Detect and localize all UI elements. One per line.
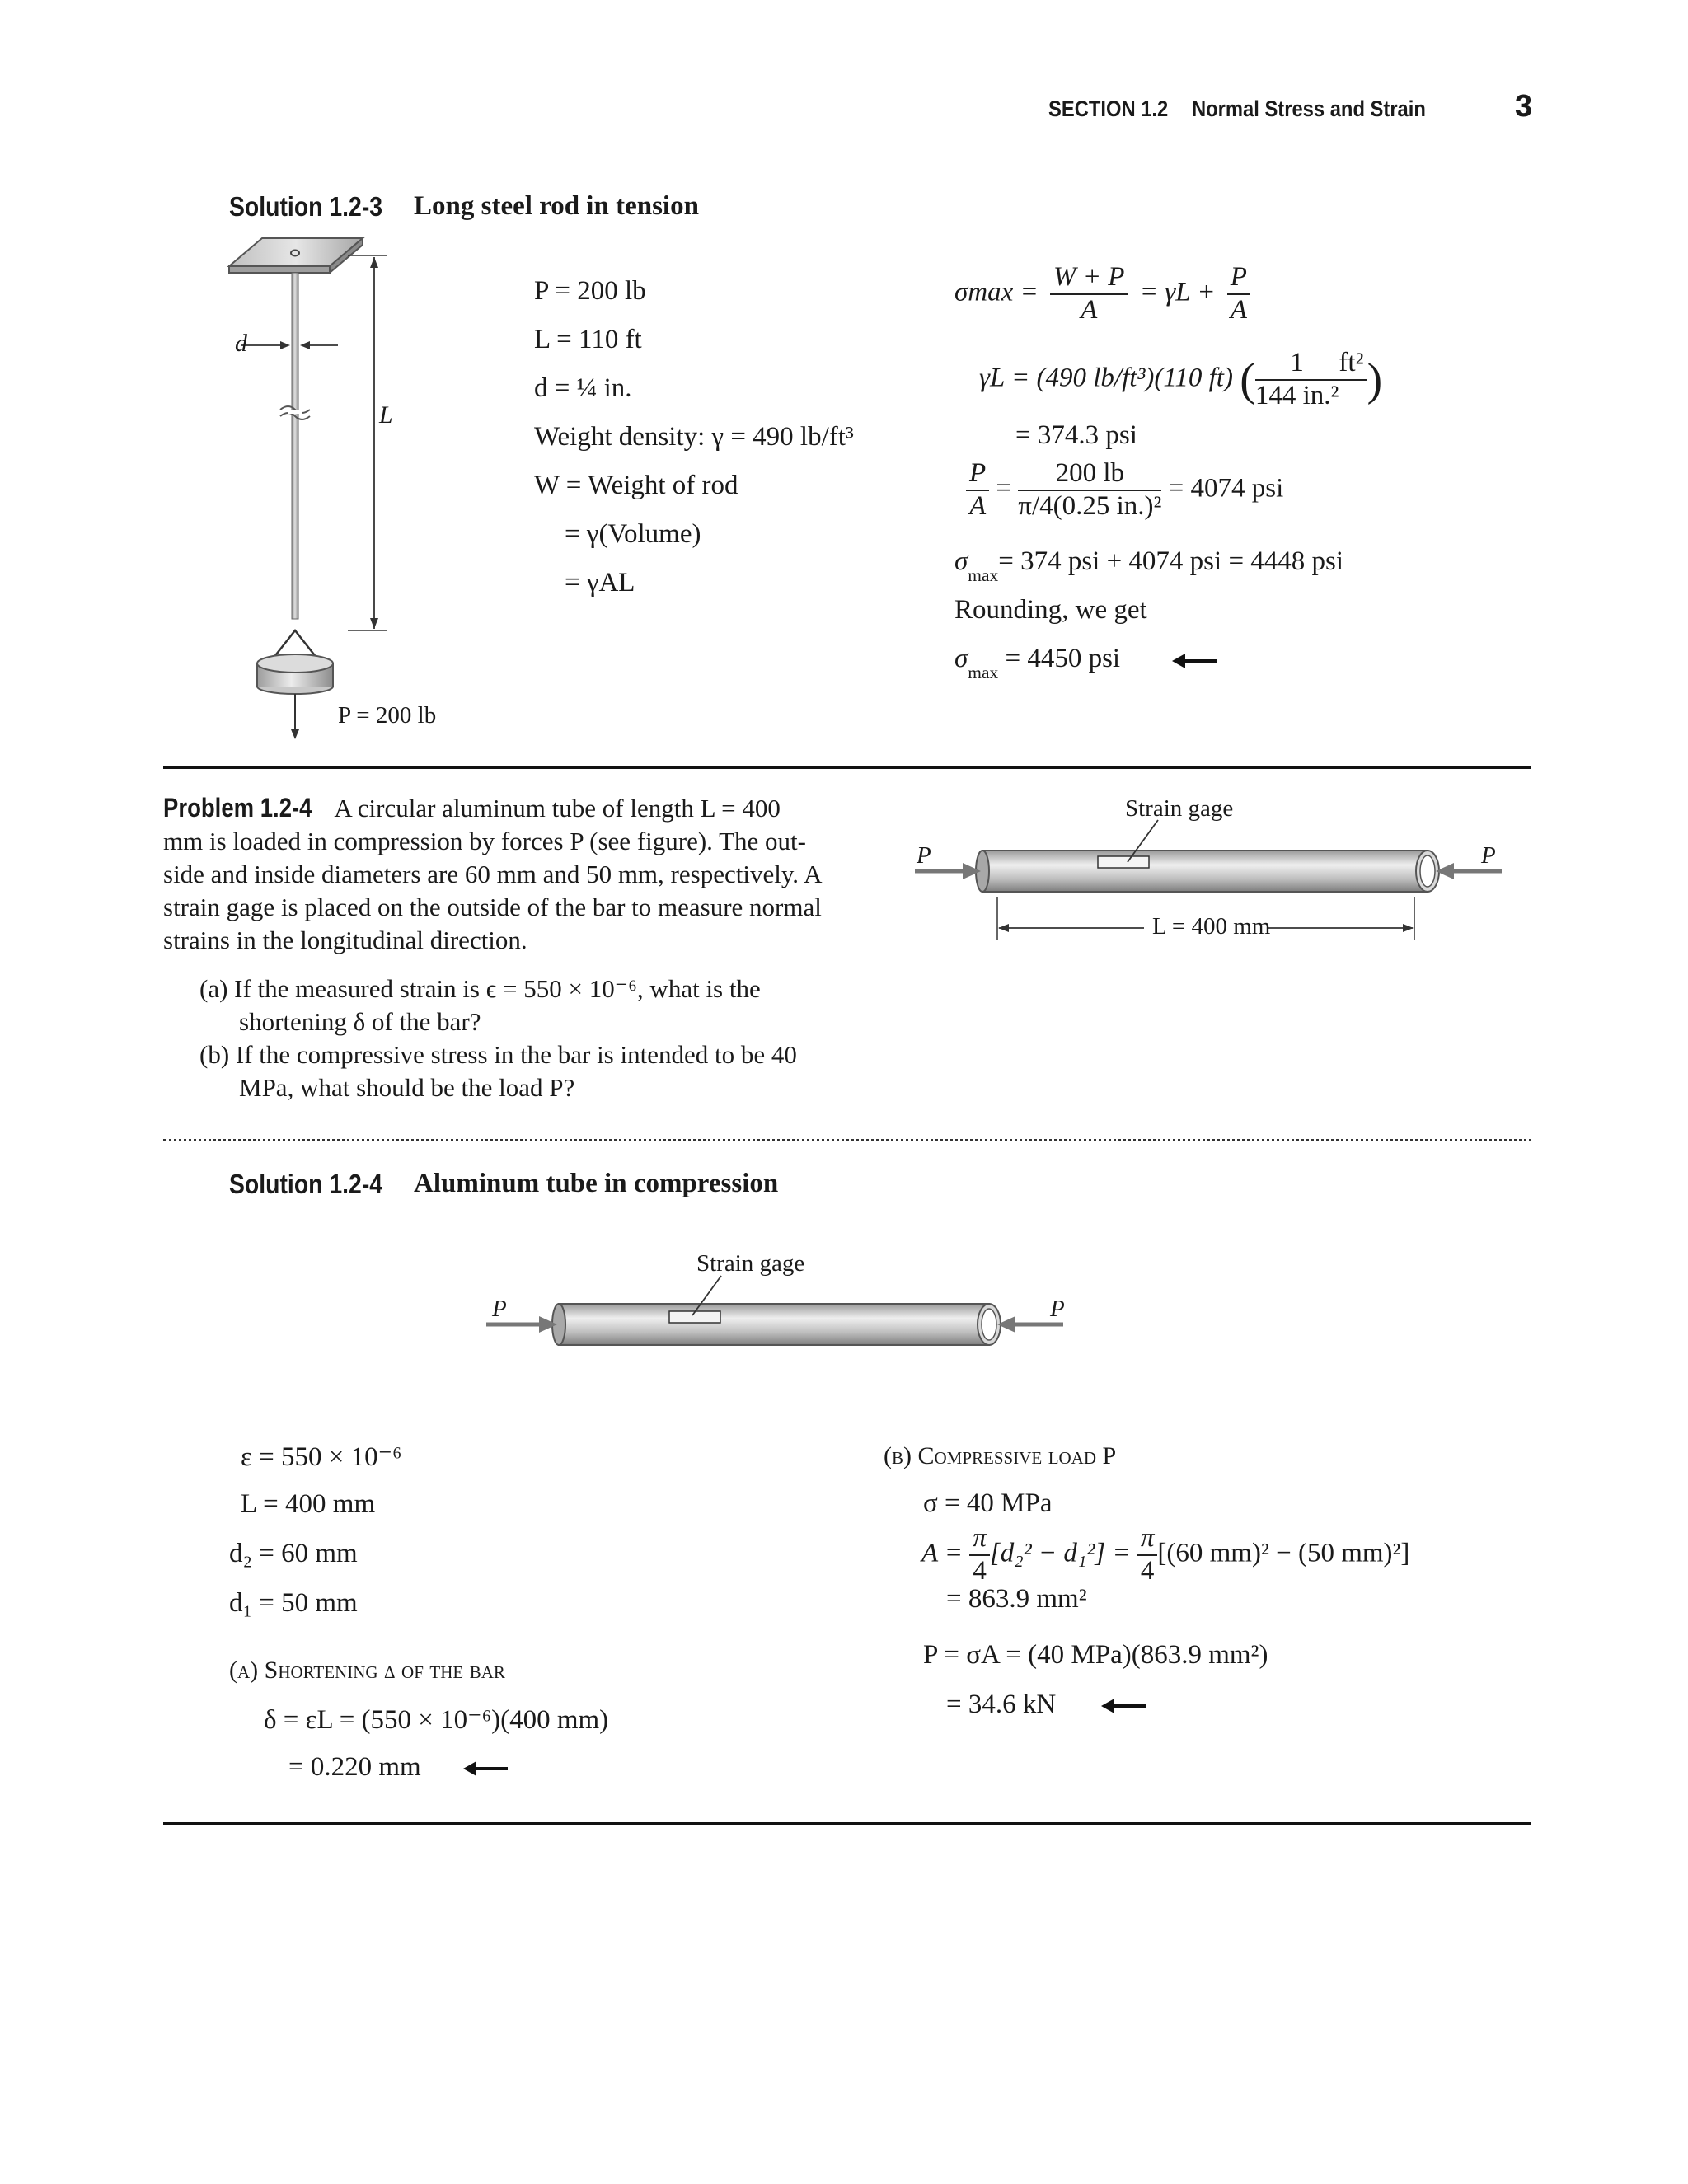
solution-fig-P-left: P bbox=[492, 1296, 507, 1322]
answer-arrow-icon bbox=[1172, 651, 1218, 671]
area-eq-right: [(60 mm)² − (50 mm)²] bbox=[1157, 1538, 1410, 1568]
PA-result: = 4074 psi bbox=[1168, 473, 1284, 504]
eq1-den2: A bbox=[1230, 294, 1247, 325]
section-rule bbox=[163, 766, 1531, 769]
running-header-section: SECTION 1.2 bbox=[1048, 96, 1169, 121]
answer-arrow-icon bbox=[1101, 1696, 1147, 1716]
PA-eq-sign: = bbox=[996, 473, 1012, 504]
running-header-title: Normal Stress and Strain bbox=[1192, 96, 1426, 121]
solution-tube-figure bbox=[486, 1269, 1080, 1360]
given-d: d = ¼ in. bbox=[534, 373, 632, 403]
solution-124-label: Solution 1.2-4 bbox=[229, 1169, 383, 1199]
paren-open: ( bbox=[1240, 354, 1255, 405]
pi-num-2: π bbox=[1137, 1523, 1158, 1556]
eq1-frac bbox=[1050, 262, 1128, 326]
given-epsilon: ε = 550 × 10⁻⁶ bbox=[241, 1442, 402, 1472]
given-d2: d₂ = 60 mm bbox=[229, 1539, 358, 1568]
sigma-max-eq bbox=[954, 262, 1250, 326]
sigma-max-label: σmax = bbox=[954, 277, 1039, 307]
load-equation: P = σA = (40 MPa)(863.9 mm²) bbox=[923, 1640, 1268, 1670]
steel-rod-figure bbox=[223, 235, 470, 746]
pi-over-4-frac-2 bbox=[1137, 1523, 1158, 1587]
PA-value-den: π/4(0.25 in.)² bbox=[1018, 490, 1162, 521]
page-number: 3 bbox=[1515, 89, 1533, 124]
given-W-volume: = γ(Volume) bbox=[565, 519, 701, 549]
solution-label: Solution 1.2-3 bbox=[229, 191, 383, 222]
conv-den: 144 in.² bbox=[1254, 380, 1339, 410]
part-a-result: = 0.220 mm bbox=[288, 1752, 421, 1782]
given-d1: d₁ = 50 mm bbox=[229, 1588, 358, 1618]
problem-line-3: side and inside diameters are 60 mm and 50 mm, respectively. A bbox=[163, 860, 823, 888]
given-W: W = Weight of rod bbox=[534, 471, 738, 500]
conv-num2: ft² bbox=[1335, 348, 1367, 381]
rod-diameter-label: d bbox=[235, 330, 247, 357]
solution-title: Long steel rod in tension bbox=[414, 191, 699, 221]
conv-num: 1 bbox=[1255, 348, 1339, 381]
pi-num: π bbox=[969, 1523, 990, 1556]
eq1-num2: P bbox=[1227, 262, 1250, 295]
given-W-gammaAL: = γAL bbox=[565, 568, 635, 598]
eq1-num: W + P bbox=[1050, 262, 1128, 295]
problem-line-5: strains in the longitudinal direction. bbox=[163, 926, 528, 954]
solution-fig-P-right: P bbox=[1050, 1296, 1065, 1322]
PA-frac bbox=[966, 458, 989, 523]
problem-fig-L-label: L = 400 mm bbox=[1152, 913, 1271, 940]
eq1-mid: = γL + bbox=[1139, 277, 1216, 307]
given-length: L = 400 mm bbox=[241, 1489, 376, 1519]
rounding-text: Rounding, we get bbox=[954, 595, 1147, 625]
area-result: = 863.9 mm² bbox=[946, 1584, 1087, 1614]
area-equation bbox=[921, 1523, 1409, 1587]
sigma-sum-value: = 374 psi + 4074 psi = 4448 psi bbox=[998, 546, 1344, 576]
area-eq-mid: [d₂² − d₁²] = bbox=[989, 1538, 1131, 1568]
part-a-line-1: (a) If the measured strain is ϵ = 550 × 10⁻⁶, what is the bbox=[199, 974, 761, 1003]
rod-load-label: P = 200 lb bbox=[338, 702, 437, 729]
PA-value-frac bbox=[1018, 458, 1161, 523]
solution-124-title: Aluminum tube in compression bbox=[414, 1169, 779, 1198]
four-den: 4 bbox=[973, 1555, 987, 1586]
problem-line-4: strain gage is placed on the outside of the bar to measure normal bbox=[163, 893, 822, 921]
pi-over-4-frac bbox=[969, 1523, 990, 1587]
eq1-den: A bbox=[1081, 294, 1098, 325]
given-L: L = 110 ft bbox=[534, 325, 642, 354]
four-den-2: 4 bbox=[1140, 1555, 1155, 1586]
part-b-sigma: σ = 40 MPa bbox=[923, 1488, 1053, 1518]
part-a-title: (a) Shortening δ of the bar bbox=[229, 1657, 505, 1684]
PA-eq bbox=[966, 458, 1283, 523]
conv-frac2 bbox=[1335, 348, 1367, 412]
load-result: = 34.6 kN bbox=[946, 1690, 1057, 1719]
rod-length-label: L bbox=[379, 401, 393, 429]
sigma-final-value: = 4450 psi bbox=[1005, 644, 1121, 673]
problem-text bbox=[163, 791, 822, 957]
part-b-title: (b) Compressive load P bbox=[884, 1442, 1117, 1469]
paren-close: ) bbox=[1367, 354, 1383, 405]
gammaL-result: = 374.3 psi bbox=[1015, 420, 1137, 450]
conv-frac1 bbox=[1255, 348, 1339, 412]
sigma-final: $\sigma_{max} = 4450$ psi bbox=[954, 644, 1121, 682]
problem-fig-P-right: P bbox=[1481, 842, 1496, 869]
problem-label: Problem 1.2-4 bbox=[163, 793, 312, 823]
given-P: P = 200 lb bbox=[534, 276, 646, 306]
gammaL-eq bbox=[979, 348, 1382, 412]
problem-fig-strain-gage-label: Strain gage bbox=[1125, 795, 1234, 822]
problem-fig-P-left: P bbox=[917, 842, 931, 869]
area-eq-left: A = bbox=[921, 1538, 964, 1568]
PA-den: A bbox=[969, 490, 987, 521]
bottom-rule bbox=[163, 1822, 1531, 1825]
solution-fig-strain-gage-label: Strain gage bbox=[696, 1250, 805, 1277]
dotted-divider bbox=[163, 1139, 1531, 1141]
part-a-line-2: shortening δ of the bar? bbox=[239, 1007, 481, 1036]
eq1-frac2 bbox=[1227, 262, 1250, 326]
part-a-equation: δ = εL = (550 × 10⁻⁶)(400 mm) bbox=[264, 1705, 609, 1735]
answer-arrow-icon bbox=[463, 1759, 509, 1779]
PA-num: P bbox=[966, 458, 989, 491]
problem-line-1: A circular aluminum tube of length L = 400 bbox=[334, 794, 781, 823]
part-b-line-2: MPa, what should be the load P? bbox=[239, 1073, 575, 1102]
gammaL-expr: γL = (490 lb/ft³)(110 ft) bbox=[979, 363, 1233, 393]
part-b-line-1: (b) If the compressive stress in the bar is intended to be 40 bbox=[199, 1040, 797, 1069]
PA-value-num: 200 lb bbox=[1018, 458, 1161, 491]
sigma-sum: $\sigma_{max}= 374$ psi + 4074 psi = 4448 psi bbox=[954, 546, 1344, 585]
problem-parts bbox=[199, 972, 797, 1104]
problem-line-2: mm is loaded in compression by forces P (see figure). The out- bbox=[163, 827, 806, 855]
given-gamma: Weight density: γ = 490 lb/ft³ bbox=[534, 422, 854, 452]
